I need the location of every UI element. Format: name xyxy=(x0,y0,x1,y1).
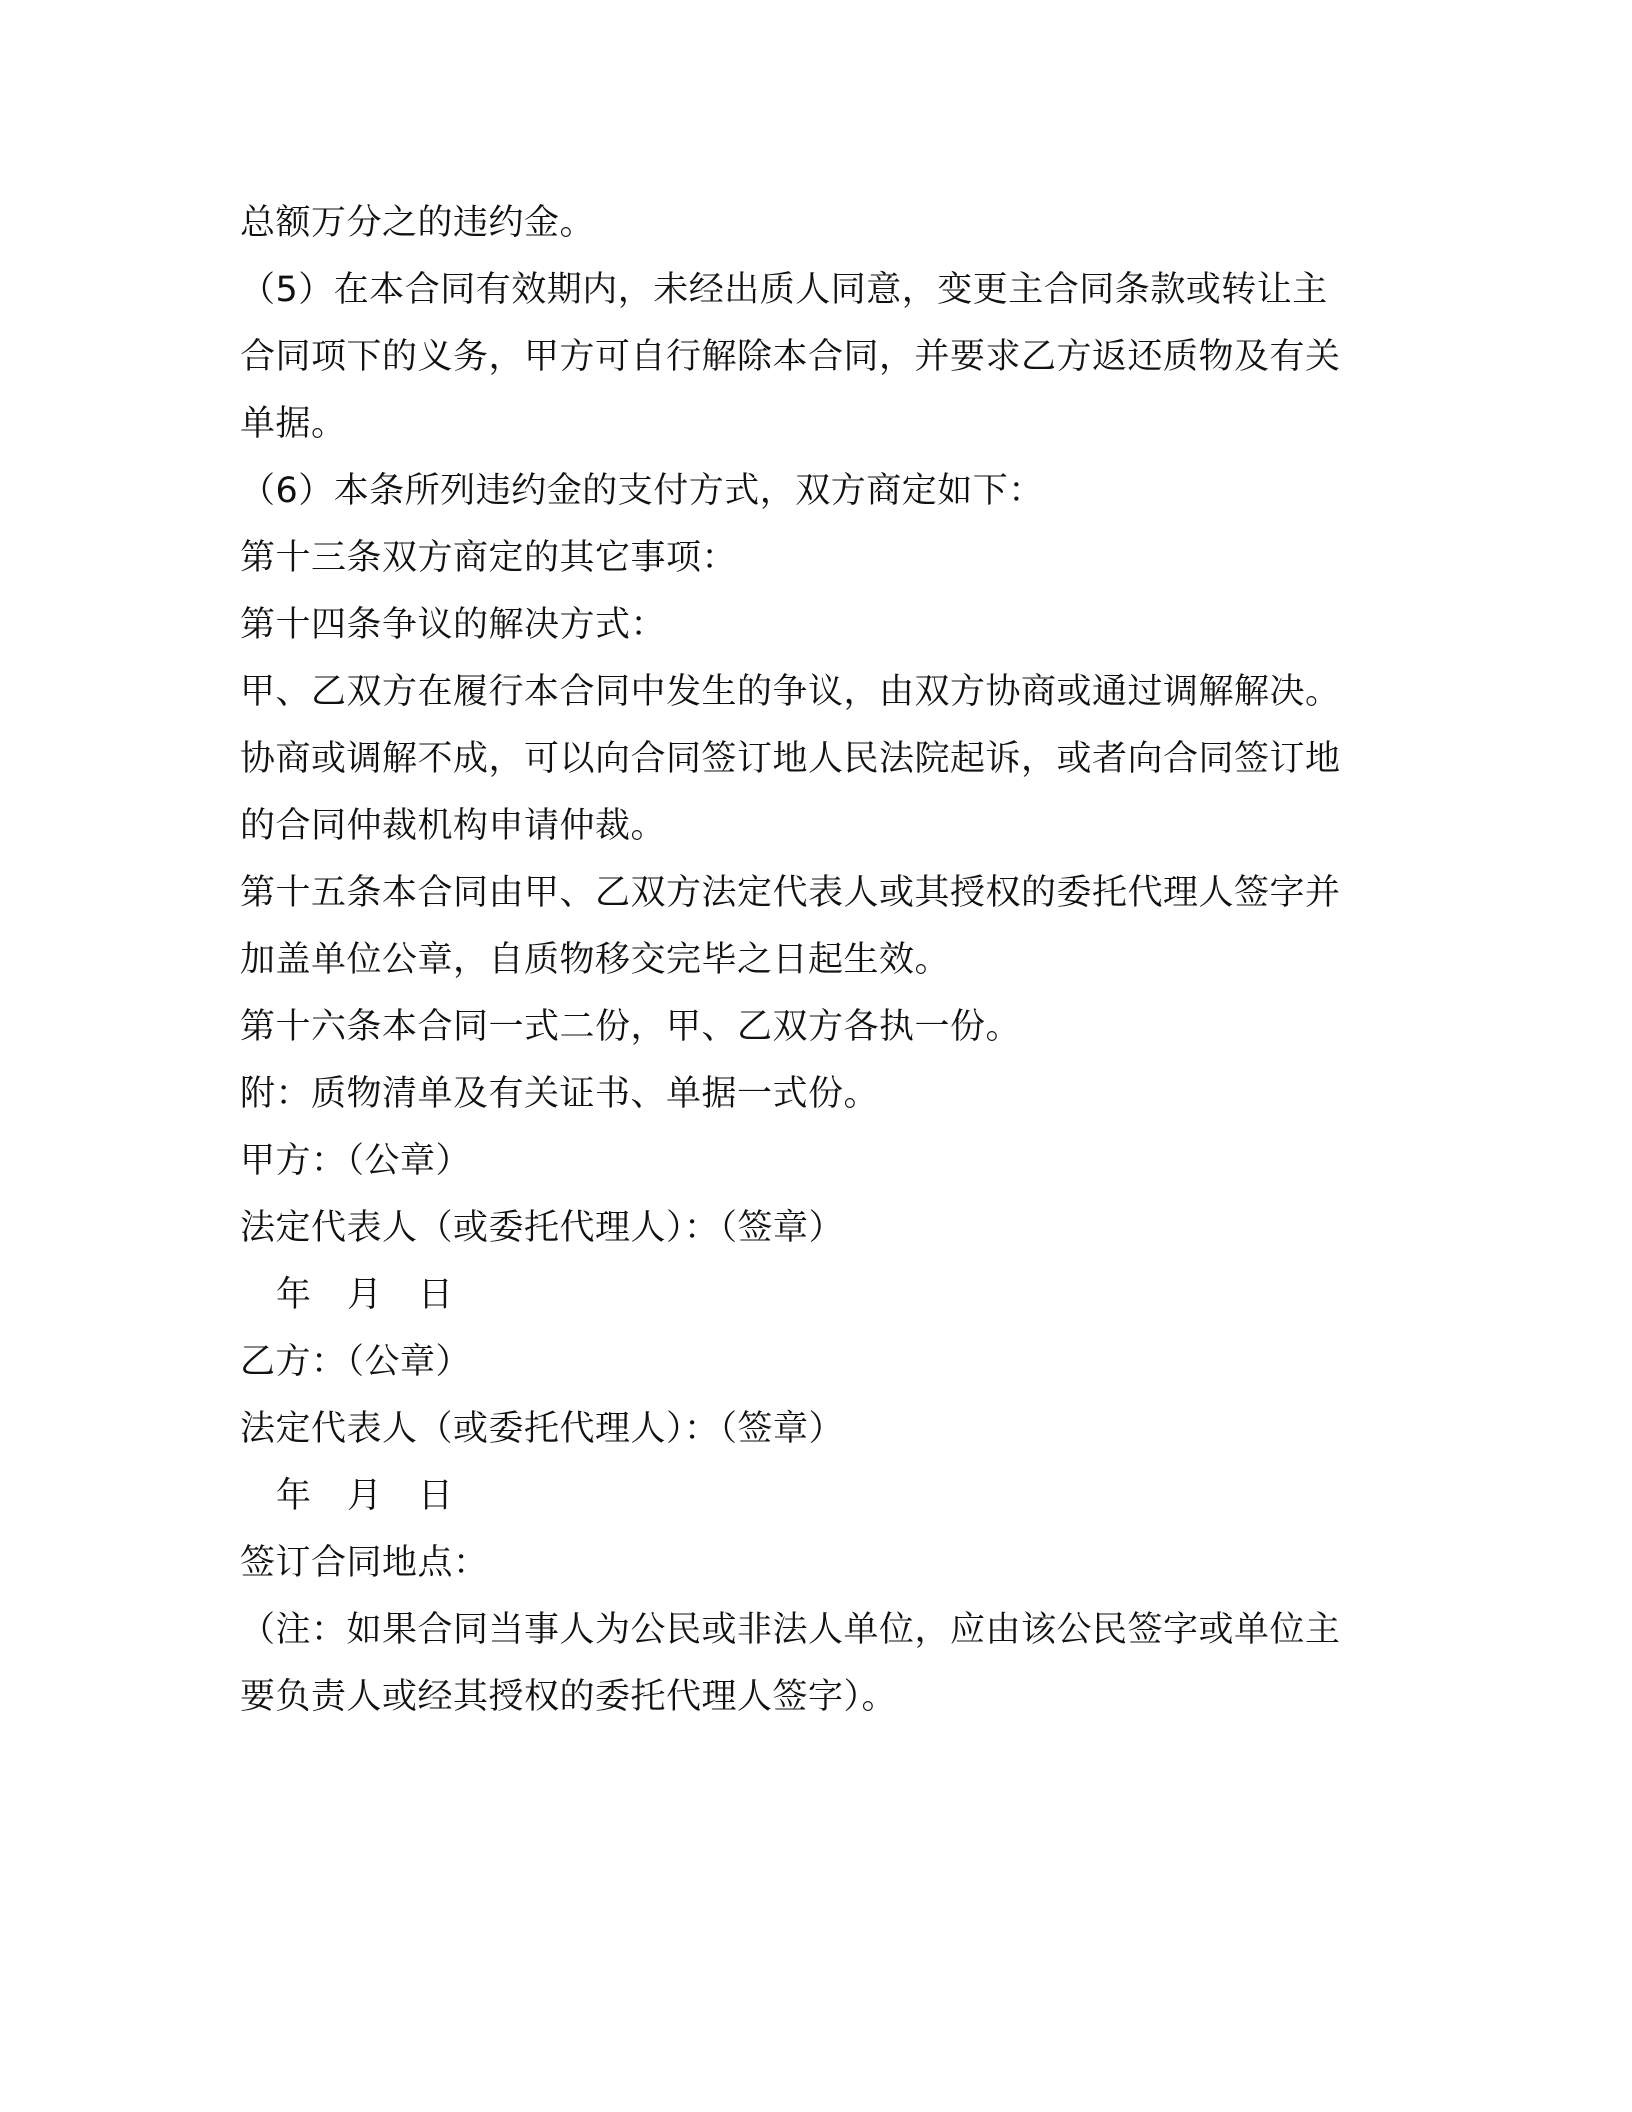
party-a-date: 年 月 日 xyxy=(276,1275,454,1315)
party-a-representative: 法定代表人（或委托代理人）：（签章） xyxy=(240,1208,845,1248)
clause-5-line-3: 单据。 xyxy=(240,404,347,444)
footnote-line-1: （注：如果合同当事人为公民或非法人单位，应由该公民签字或单位主 xyxy=(240,1610,1341,1650)
article-13: 第十三条双方商定的其它事项： xyxy=(240,538,738,578)
party-a-seal: 甲方：（公章） xyxy=(240,1141,472,1181)
party-b-date: 年 月 日 xyxy=(276,1476,454,1516)
footnote-line-2: 要负责人或经其授权的委托代理人签字）。 xyxy=(240,1677,898,1717)
article-14-line-1: 甲、乙双方在履行本合同中发生的争议，由双方协商或通过调解解决。 xyxy=(240,672,1341,712)
clause-5-line-1: （5）在本合同有效期内，未经出质人同意，变更主合同条款或转让主 xyxy=(240,270,1328,310)
article-16: 第十六条本合同一式二份，甲、乙双方各执一份。 xyxy=(240,1007,1022,1047)
contract-text xyxy=(240,190,1390,1731)
article-14-line-3: 的合同仲裁机构申请仲裁。 xyxy=(240,806,667,846)
clause-5-line-2: 合同项下的义务，甲方可自行解除本合同，并要求乙方返还质物及有关 xyxy=(240,337,1341,377)
signing-location: 签订合同地点： xyxy=(240,1543,489,1583)
party-b-seal: 乙方：（公章） xyxy=(240,1342,472,1382)
article-14-heading: 第十四条争议的解决方式： xyxy=(240,605,667,645)
attachment-note: 附：质物清单及有关证书、单据一式份。 xyxy=(240,1074,880,1114)
article-15-line-2: 加盖单位公章，自质物移交完毕之日起生效。 xyxy=(240,940,951,980)
clause-6: （6）本条所列违约金的支付方式，双方商定如下： xyxy=(240,471,1044,511)
article-15-line-1: 第十五条本合同由甲、乙双方法定代表人或其授权的委托代理人签字并 xyxy=(240,873,1341,913)
text-line-penalty-total: 总额万分之的违约金。 xyxy=(240,203,596,243)
party-b-representative: 法定代表人（或委托代理人）：（签章） xyxy=(240,1409,845,1449)
article-14-line-2: 协商或调解不成，可以向合同签订地人民法院起诉，或者向合同签订地 xyxy=(240,739,1341,779)
